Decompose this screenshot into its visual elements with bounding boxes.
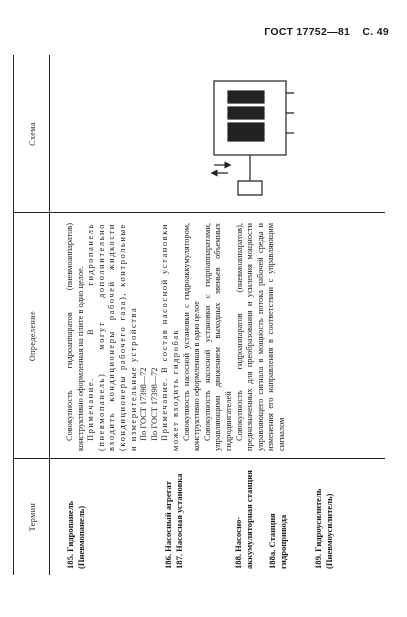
term-185-text: 185. Гидропанель <box>65 500 75 569</box>
schematic-spool-3 <box>228 91 264 103</box>
term-188-text: 188. Насосно-аккумуляторная станция <box>233 470 254 569</box>
column-divider-2 <box>13 212 385 213</box>
schematic-spool-1 <box>228 123 264 141</box>
definition-187: По ГОСТ 17398—72 <box>149 367 159 441</box>
definition-186: По ГОСТ 17398—72 <box>139 367 149 441</box>
term-188a-text: 188а. Станция гидропривода <box>267 513 288 569</box>
schematic-nozzle <box>238 181 262 195</box>
term-189-alt: (Пневмоусилитель) <box>324 493 334 569</box>
amplifier-schematic <box>208 73 296 203</box>
term-188 <box>233 465 255 569</box>
rotated-table <box>13 55 385 575</box>
column-divider-1 <box>13 458 385 459</box>
column-header-definition: Определение <box>27 310 37 362</box>
definition-185-note: Примечание. В гидропанель (пневмопанель) могут дополнительно входить кондиционеры рабочей жидкости (кондиционеры рабочего газа), контрольные и измерительные устройства <box>86 223 138 451</box>
term-186-text: 186. Насосный агрегат <box>163 481 173 569</box>
definition-188a: Совокупность насосной установки с гидроаппаратами, управляющими движением выходных звеньев объемных гидродвигателей <box>202 223 233 451</box>
term-188a <box>267 465 289 569</box>
term-185-alt: (Пневмопанель) <box>76 505 86 569</box>
definition-188: Совокупность насосной установки с гидроаккумулятором, конструктивно оформленная в одно целое <box>181 223 202 451</box>
table-top-border <box>13 55 14 575</box>
term-189-text: 189. Гидроусилитель <box>313 488 323 569</box>
column-header-scheme: Схема <box>27 122 37 146</box>
page-number: С. 49 <box>362 26 389 38</box>
definition-189: Совокупность гидроаппаратов (пневмоаппаратов), предназначенных для преобразования и усиления мощности управляющего сигнала в мощность потока рабочей среды и изменения его направления в соответствии с управляющим сигналом <box>234 223 286 451</box>
term-185 <box>65 465 87 569</box>
standard-number: ГОСТ 17752—81 <box>264 26 351 38</box>
term-189 <box>313 465 335 569</box>
term-187-text: 187. Насосная установка <box>174 473 184 569</box>
terms-table <box>13 55 385 575</box>
page-header <box>264 26 389 38</box>
definition-187-note: Примечание. В состав насосной установки может входить гидробак <box>160 223 180 451</box>
definitions-column <box>65 223 287 451</box>
definition-185: Совокупность гидроаппаратов (пневмоаппаратов) конструктивно оформленная на плите в одно целое. <box>65 223 85 451</box>
term-186 <box>163 465 185 569</box>
column-header-term: Термин <box>27 502 37 532</box>
header-separator <box>49 55 50 575</box>
schematic-spool-2 <box>228 107 264 119</box>
